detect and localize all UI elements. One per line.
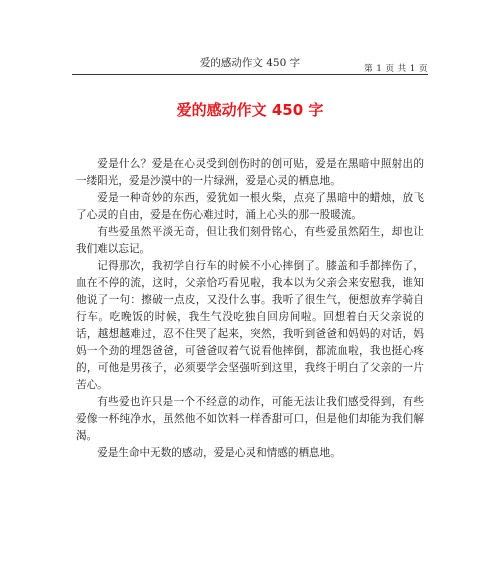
- document-body: [76, 156, 424, 462]
- paragraph: 爱是什么？爱是在心灵受到创伤时的创可贴，爱是在黑暗中照射出的一缕阳光，爱是沙漠中的一片绿洲，爱是心灵的栖息地。: [76, 158, 424, 187]
- paragraph: 记得那次，我初学自行车的时候不小心摔倒了。膝盖和手都摔伤了，血在不停的流，这时，父亲恰巧看见啦，我本以为父亲会来安慰我，谁知他说了一句：擦破一点皮，又没什么事。我听了很生气，便想放弃学骑自行车。吃晚饭的时候，我生气没吃独自回房间啦。回想着白天父亲说的话，越想越难过，忍不住哭了起来，突然，我听到爸爸和妈妈的对话，妈妈一个劲的埋怨爸爸，可爸爸叹着气说看他摔倒，都流血啦，我也挺心疼的，可他是男孩子，必须要学会坚强听到这里，我终于明白了父亲的一片苦心。: [76, 260, 424, 391]
- paragraph: 有些爱也许只是一个不经意的动作，可能无法让我们感受得到，有些爱像一杯纯净水，虽然他不如饮料一样香甜可口，但是他们却能为我们解渴。: [76, 396, 424, 442]
- paragraph: 有些爱虽然平淡无奇，但让我们刻骨铭心，有些爱虽然陌生，却也让我们难以忘记。: [76, 226, 424, 255]
- header-title: 爱的感动作文 450 字: [199, 57, 301, 69]
- header-divider: [72, 74, 428, 75]
- paragraph: 爱是生命中无数的感动，爱是心灵和情感的栖息地。: [97, 447, 341, 459]
- running-header: [72, 51, 428, 73]
- page-number: 第 1 页 共 1 页: [364, 64, 428, 74]
- document-title: 爱的感动作文 450 字: [176, 101, 324, 119]
- paragraph: 爱是一种奇妙的东西，爱犹如一根火柴，点亮了黑暗中的蜡烛，放飞了心灵的自由，爱是在伤心难过时，涌上心头的那一股暖流。: [76, 192, 424, 221]
